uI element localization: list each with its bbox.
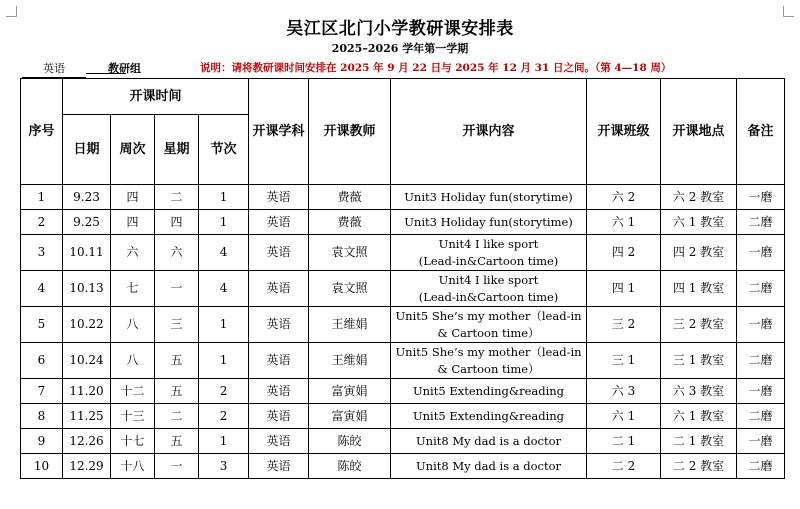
content-line: (Lead-in&Cartoon time) xyxy=(418,289,559,304)
cell-subject: 英语 xyxy=(249,235,309,271)
cell-date: 11.25 xyxy=(63,404,111,429)
cell-weekday: 二 xyxy=(155,404,199,429)
content-line: & Cartoon time） xyxy=(437,361,540,376)
cell-index: 10 xyxy=(21,454,63,479)
cell-class: 六 1 xyxy=(587,404,661,429)
meta-line xyxy=(22,60,782,78)
cell-content xyxy=(391,429,587,454)
cell-content xyxy=(391,185,587,210)
cell-weekday: 一 xyxy=(155,454,199,479)
cell-week: 六 xyxy=(111,235,155,271)
cell-period: 1 xyxy=(199,429,249,454)
cell-week: 八 xyxy=(111,307,155,343)
cell-subject: 英语 xyxy=(249,454,309,479)
cell-week: 八 xyxy=(111,343,155,379)
cell-remark: 二磨 xyxy=(737,454,785,479)
cell-subject: 英语 xyxy=(249,307,309,343)
cell-remark: 二磨 xyxy=(737,271,785,307)
cell-weekday: 六 xyxy=(155,235,199,271)
table-row xyxy=(21,210,785,235)
cell-week: 四 xyxy=(111,185,155,210)
cell-content xyxy=(391,343,587,379)
table-row xyxy=(21,343,785,379)
cell-date: 10.22 xyxy=(63,307,111,343)
content-line: Unit8 My dad is a doctor xyxy=(415,433,562,448)
cell-class: 六 3 xyxy=(587,379,661,404)
cell-location: 四 2 教室 xyxy=(661,235,737,271)
header-weekday: 星期 xyxy=(155,115,199,185)
header-location: 开课地点 xyxy=(661,79,737,185)
header-period: 节次 xyxy=(199,115,249,185)
cell-teacher: 王维娟 xyxy=(309,343,391,379)
cell-subject: 英语 xyxy=(249,404,309,429)
cell-remark: 二磨 xyxy=(737,404,785,429)
cell-class: 四 2 xyxy=(587,235,661,271)
document-subtitle: 2025–2026 学年第一学期 xyxy=(331,42,469,55)
cell-teacher: 王维娟 xyxy=(309,307,391,343)
cell-location: 六 1 教室 xyxy=(661,210,737,235)
table-row xyxy=(21,271,785,307)
cell-index: 1 xyxy=(21,185,63,210)
cell-week: 四 xyxy=(111,210,155,235)
cell-class: 三 2 xyxy=(587,307,661,343)
schedule-table xyxy=(20,78,785,479)
content-line: Unit5 She’s my mother（lead-in xyxy=(395,344,582,359)
cell-subject: 英语 xyxy=(249,429,309,454)
cell-content xyxy=(391,454,587,479)
content-line: Unit3 Holiday fun(storytime) xyxy=(404,189,573,204)
content-line: (Lead-in&Cartoon time) xyxy=(418,253,559,268)
cell-remark: 一磨 xyxy=(737,429,785,454)
table-row xyxy=(21,429,785,454)
cell-subject: 英语 xyxy=(249,343,309,379)
cell-location: 二 2 教室 xyxy=(661,454,737,479)
cell-period: 4 xyxy=(199,271,249,307)
content-line: Unit5 Extending&reading xyxy=(412,383,565,398)
cell-teacher: 袁文照 xyxy=(309,235,391,271)
cell-period: 1 xyxy=(199,343,249,379)
header-index: 序号 xyxy=(21,79,63,185)
table-row xyxy=(21,379,785,404)
cell-location: 六 3 教室 xyxy=(661,379,737,404)
cell-class: 六 1 xyxy=(587,210,661,235)
content-line: & Cartoon time） xyxy=(437,325,540,340)
cell-subject: 英语 xyxy=(249,379,309,404)
cell-remark: 二磨 xyxy=(737,343,785,379)
header-row xyxy=(21,79,785,115)
cell-period: 2 xyxy=(199,379,249,404)
header-date: 日期 xyxy=(63,115,111,185)
cell-remark: 一磨 xyxy=(737,307,785,343)
cell-week: 十八 xyxy=(111,454,155,479)
group-label: 教研组 xyxy=(108,62,141,75)
cell-class: 三 1 xyxy=(587,343,661,379)
cell-date: 10.11 xyxy=(63,235,111,271)
header-content: 开课内容 xyxy=(391,79,587,185)
header-teacher: 开课教师 xyxy=(309,79,391,185)
cell-teacher: 陈皎 xyxy=(309,429,391,454)
cell-period: 1 xyxy=(199,185,249,210)
cell-period: 1 xyxy=(199,307,249,343)
table-row xyxy=(21,454,785,479)
header-week: 周次 xyxy=(111,115,155,185)
cell-weekday: 二 xyxy=(155,185,199,210)
cell-content xyxy=(391,235,587,271)
cell-week: 十三 xyxy=(111,404,155,429)
cell-weekday: 五 xyxy=(155,343,199,379)
cell-teacher: 富寅娟 xyxy=(309,379,391,404)
cell-content xyxy=(391,404,587,429)
cell-period: 1 xyxy=(199,210,249,235)
document-title: 吴江区北门小学教研课安排表 xyxy=(286,19,514,39)
cell-content xyxy=(391,271,587,307)
cell-index: 9 xyxy=(21,429,63,454)
cell-date: 12.29 xyxy=(63,454,111,479)
cell-period: 2 xyxy=(199,404,249,429)
cell-teacher: 费薇 xyxy=(309,210,391,235)
cell-remark: 二磨 xyxy=(737,210,785,235)
content-line: Unit5 She’s my mother（lead-in xyxy=(395,308,582,323)
cell-location: 三 2 教室 xyxy=(661,307,737,343)
table-row xyxy=(21,404,785,429)
cell-index: 6 xyxy=(21,343,63,379)
cell-index: 3 xyxy=(21,235,63,271)
cell-class: 二 2 xyxy=(587,454,661,479)
cell-period: 3 xyxy=(199,454,249,479)
content-line: Unit8 My dad is a doctor xyxy=(415,458,562,473)
cell-index: 5 xyxy=(21,307,63,343)
cell-date: 12.26 xyxy=(63,429,111,454)
header-class: 开课班级 xyxy=(587,79,661,185)
content-line: Unit4 I like sport xyxy=(438,236,539,251)
cell-content xyxy=(391,379,587,404)
cell-index: 4 xyxy=(21,271,63,307)
cell-date: 9.23 xyxy=(63,185,111,210)
cell-index: 7 xyxy=(21,379,63,404)
cell-location: 二 1 教室 xyxy=(661,429,737,454)
cell-index: 2 xyxy=(21,210,63,235)
content-line: Unit4 I like sport xyxy=(438,272,539,287)
subject-field: 英语 xyxy=(22,60,86,78)
header-time-group: 开课时间 xyxy=(63,79,249,115)
cell-class: 二 1 xyxy=(587,429,661,454)
cell-location: 六 2 教室 xyxy=(661,185,737,210)
cell-location: 三 1 教室 xyxy=(661,343,737,379)
header-subject: 开课学科 xyxy=(249,79,309,185)
cell-date: 10.24 xyxy=(63,343,111,379)
cell-weekday: 一 xyxy=(155,271,199,307)
cell-class: 四 1 xyxy=(587,271,661,307)
cell-subject: 英语 xyxy=(249,185,309,210)
cell-date: 11.20 xyxy=(63,379,111,404)
cell-index: 8 xyxy=(21,404,63,429)
cell-content xyxy=(391,210,587,235)
cell-teacher: 费薇 xyxy=(309,185,391,210)
content-line: Unit5 Extending&reading xyxy=(412,408,565,423)
content-line: Unit3 Holiday fun(storytime) xyxy=(404,214,573,229)
cell-remark: 一磨 xyxy=(737,379,785,404)
cell-week: 七 xyxy=(111,271,155,307)
table-row xyxy=(21,185,785,210)
cell-date: 10.13 xyxy=(63,271,111,307)
cell-weekday: 五 xyxy=(155,429,199,454)
header-remark: 备注 xyxy=(737,79,785,185)
schedule-note: 说明：请将教研课时间安排在 2025 年 9 月 22 日与 2025 年 12 月 31 日之间。（第 4—18 周） xyxy=(200,62,672,74)
schedule-body xyxy=(21,185,785,479)
cell-remark: 一磨 xyxy=(737,235,785,271)
cell-period: 4 xyxy=(199,235,249,271)
cell-week: 十二 xyxy=(111,379,155,404)
table-row xyxy=(21,235,785,271)
cell-remark: 一磨 xyxy=(737,185,785,210)
cell-date: 9.25 xyxy=(63,210,111,235)
cell-week: 十七 xyxy=(111,429,155,454)
cell-teacher: 袁文照 xyxy=(309,271,391,307)
cell-teacher: 陈皎 xyxy=(309,454,391,479)
table-row xyxy=(21,307,785,343)
cell-subject: 英语 xyxy=(249,271,309,307)
cell-content xyxy=(391,307,587,343)
cell-location: 四 1 教室 xyxy=(661,271,737,307)
cell-location: 六 1 教室 xyxy=(661,404,737,429)
cell-class: 六 2 xyxy=(587,185,661,210)
cell-weekday: 五 xyxy=(155,379,199,404)
cell-subject: 英语 xyxy=(249,210,309,235)
cell-teacher: 富寅娟 xyxy=(309,404,391,429)
cell-weekday: 四 xyxy=(155,210,199,235)
cell-weekday: 三 xyxy=(155,307,199,343)
